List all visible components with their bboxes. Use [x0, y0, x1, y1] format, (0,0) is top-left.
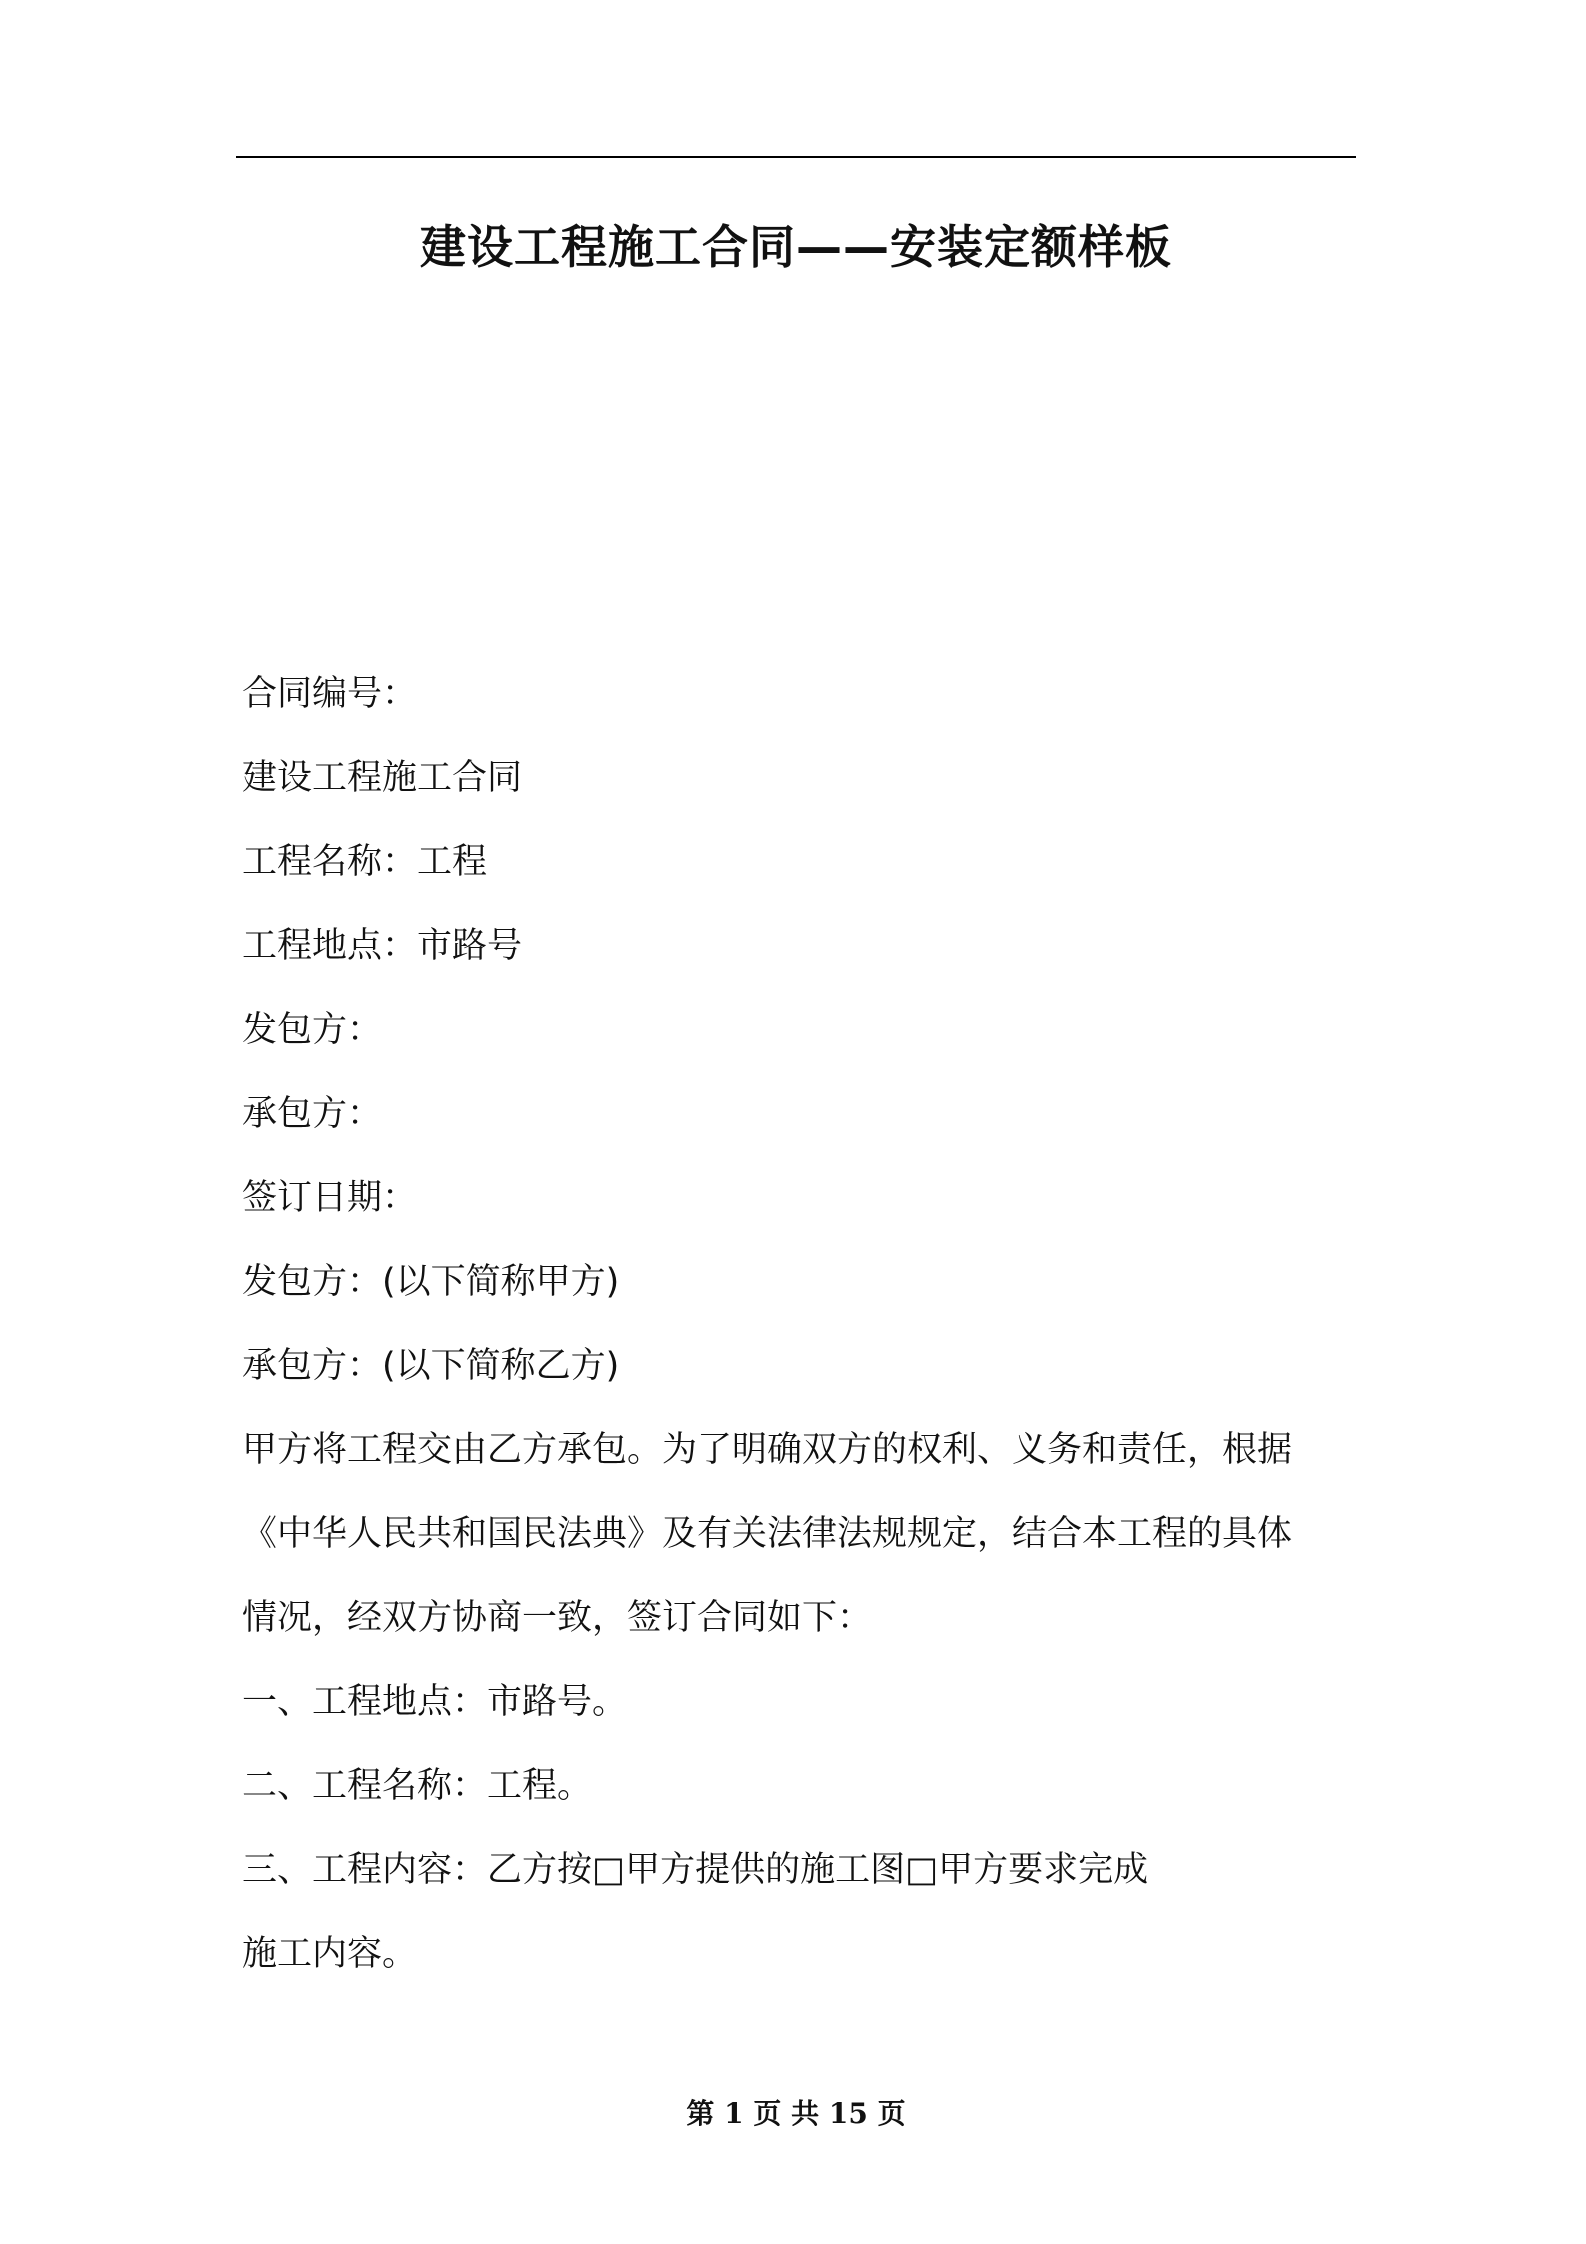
contract-type-line: 建设工程施工合同: [242, 758, 523, 798]
contractor-line: 承包方：: [242, 1094, 383, 1134]
preamble-line-2: 《中华人民共和国民法典》及有关法律法规规定，结合本工程的具体: [242, 1514, 1293, 1554]
contract-number-line: 合同编号：: [242, 674, 418, 714]
employer-line: 发包方：: [242, 1010, 383, 1050]
clause-3-continuation-line: 施工内容。: [242, 1934, 418, 1974]
signing-date-line: 签订日期：: [242, 1178, 418, 1218]
preamble-line-1: 甲方将工程交由乙方承包。为了明确双方的权利、义务和责任，根据: [242, 1430, 1293, 1470]
clause-1-line: 一、工程地点：市路号。: [242, 1682, 628, 1722]
clause-3-line: 三、工程内容：乙方按□甲方提供的施工图□甲方要求完成: [242, 1850, 1149, 1890]
party-b-line: 承包方：(以下简称乙方): [242, 1346, 620, 1386]
document-body: [242, 652, 1362, 1996]
header-rule: [236, 156, 1356, 158]
project-name-line: 工程名称：工程: [242, 842, 488, 882]
page-footer: 第 1 页 共 15 页: [686, 2097, 906, 2130]
preamble-line-3: 情况，经双方协商一致，签订合同如下：: [242, 1598, 873, 1638]
project-location-line: 工程地点：市路号: [242, 926, 523, 966]
party-a-line: 发包方：(以下简称甲方): [242, 1262, 620, 1302]
document-title: 建设工程施工合同——安装定额样板: [420, 220, 1172, 274]
clause-2-line: 二、工程名称：工程。: [242, 1766, 593, 1806]
